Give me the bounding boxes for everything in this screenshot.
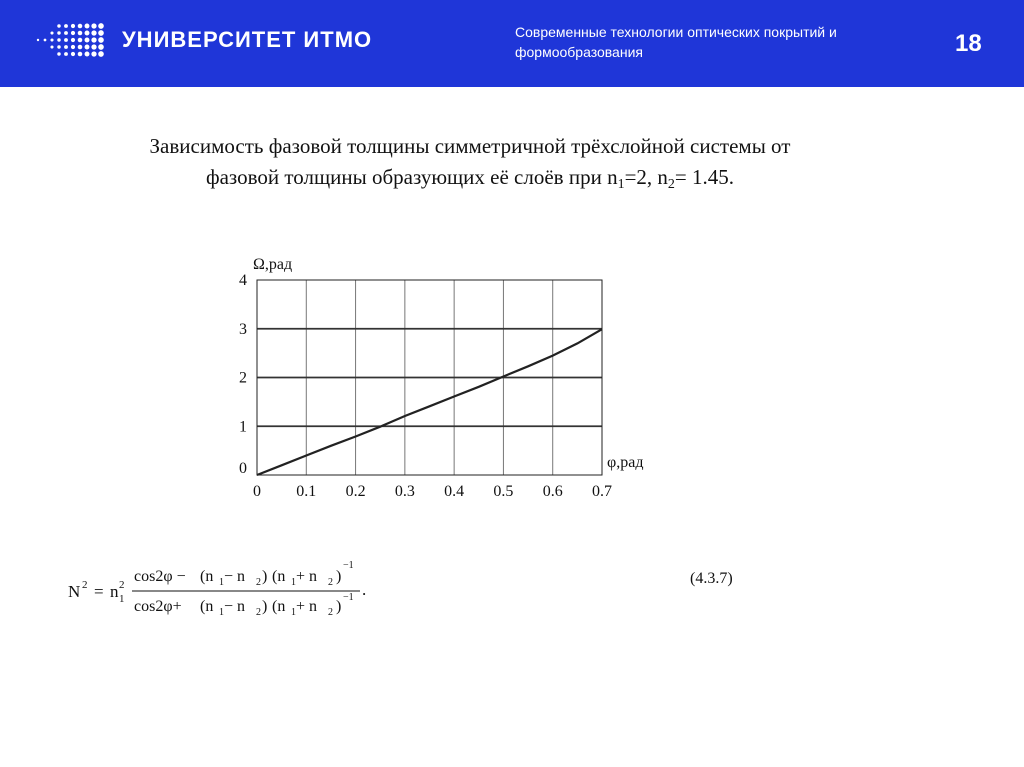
slide-title — [40, 131, 900, 193]
logo-dot — [64, 31, 68, 35]
slide-number: 18 — [955, 30, 982, 57]
x-axis-label: φ,рад — [607, 454, 644, 471]
logo-dot — [91, 30, 96, 35]
logo-dot — [78, 24, 83, 29]
logo-dot — [57, 38, 60, 41]
x-tick-label: 0 — [253, 483, 261, 500]
logo-dot — [64, 38, 68, 42]
logo-dot — [91, 23, 96, 28]
logo-dot — [85, 31, 90, 36]
logo-dot — [71, 24, 75, 28]
logo-dot — [78, 38, 83, 43]
denominator-start: cos2φ+ — [134, 598, 182, 615]
logo-dot — [71, 52, 75, 56]
x-tick-label: 0.4 — [444, 483, 465, 500]
numerator-factor-a: (n — [200, 568, 214, 585]
logo-dot — [85, 52, 90, 57]
y-tick-label: 3 — [239, 320, 247, 338]
logo-dot — [85, 24, 90, 29]
numerator-sub-b1: 1 — [291, 577, 296, 588]
logo-dot — [91, 44, 96, 49]
formula-equals: = — [94, 582, 104, 601]
logo-dot — [50, 45, 53, 48]
logo-dot — [64, 52, 68, 56]
x-tick-label: 0.2 — [345, 483, 366, 500]
denominator-factor-a: (n — [200, 598, 214, 615]
y-tick-label: 4 — [239, 272, 247, 289]
logo-dot — [57, 45, 60, 48]
denominator-sub-a2: 2 — [256, 607, 261, 618]
logo-dot — [44, 39, 47, 42]
logo-dot — [91, 37, 96, 42]
header-bar — [0, 0, 1024, 87]
numerator-factor-a-mid: − n — [224, 568, 246, 585]
denominator-sub-a1: 1 — [219, 607, 224, 618]
logo-dot — [78, 45, 83, 50]
formula-fraction-dot: . — [362, 580, 367, 599]
denominator-factor-b-mid: + n — [296, 598, 318, 615]
numerator-sub-a2: 2 — [256, 577, 261, 588]
phase-thickness-chart — [225, 242, 675, 512]
numerator-close-b: ) — [336, 568, 342, 585]
logo-dot — [64, 24, 68, 28]
denominator-close-b: ) — [336, 598, 342, 615]
logo-dot — [71, 38, 75, 42]
logo-dot — [71, 31, 75, 35]
denominator-sub-b2: 2 — [328, 607, 333, 618]
logo-dot — [57, 52, 60, 55]
title-text-suffix: = 1.45. — [674, 165, 735, 189]
numerator-exponent: −1 — [343, 560, 354, 571]
formula-lhs: N — [68, 582, 81, 601]
slide-title-line-2 — [40, 162, 900, 193]
logo-dot — [98, 23, 104, 29]
logo-dot — [98, 44, 104, 50]
numerator-start: cos2φ − — [134, 568, 186, 585]
formula-4-3-7 — [60, 553, 390, 623]
y-axis-label: Ω,рад — [253, 256, 293, 273]
logo-dot — [91, 51, 96, 56]
title-subscript-1: 1 — [617, 177, 625, 192]
title-subscript-2: 2 — [667, 177, 675, 192]
logo-dot — [64, 45, 68, 49]
y-tick-label: 1 — [239, 418, 247, 436]
logo-dot — [85, 45, 90, 50]
formula-coef: n — [110, 582, 119, 601]
numerator-close-a: ) — [262, 568, 268, 585]
logo-dot — [98, 37, 104, 43]
logo-dot — [78, 52, 83, 57]
denominator-sub-b1: 1 — [291, 607, 296, 618]
y-tick-label: 0 — [239, 460, 247, 477]
series-line — [257, 329, 602, 475]
numerator-factor-b-mid: + n — [296, 568, 318, 585]
logo-dot — [50, 31, 53, 34]
logo-dot — [78, 31, 83, 36]
y-tick-label: 2 — [239, 369, 247, 387]
logo-dot — [50, 38, 53, 41]
logo-dot — [98, 30, 104, 36]
logo-dot — [37, 39, 39, 41]
numerator-sub-b2: 2 — [328, 577, 333, 588]
denominator-factor-a-mid: − n — [224, 598, 246, 615]
university-logo-text: УНИВЕРСИТЕТ ИТМО — [122, 27, 373, 52]
numerator-factor-b: (n — [272, 568, 286, 585]
denominator-factor-b: (n — [272, 598, 286, 615]
logo-dot — [57, 24, 60, 27]
x-tick-label: 0.1 — [296, 483, 317, 500]
equation-number: (4.3.7) — [690, 570, 733, 587]
logo-dot — [98, 51, 104, 57]
logo-dot — [85, 38, 90, 43]
formula-coef-sup: 2 — [119, 579, 125, 591]
x-tick-label: 0.3 — [394, 483, 415, 500]
denominator-exponent: −1 — [343, 592, 354, 603]
title-text-prefix: фазовой толщины образующих её слоёв при n — [205, 165, 618, 189]
formula-lhs-sup: 2 — [82, 579, 88, 591]
denominator-close-a: ) — [262, 598, 268, 615]
formula-coef-sub: 1 — [119, 593, 125, 605]
logo-dot — [57, 31, 60, 34]
title-text-mid: =2, n — [624, 165, 668, 189]
slide-title-line-1: Зависимость фазовой толщины симметричной трёхслойной системы от — [149, 134, 791, 158]
x-tick-label: 0.6 — [542, 483, 563, 500]
logo-dot — [71, 45, 75, 49]
x-tick-label: 0.5 — [493, 483, 514, 500]
course-title: Современные технологии оптических покрытий и формообразования — [515, 24, 837, 60]
itmo-logo-icon — [34, 22, 106, 58]
numerator-sub-a1: 1 — [219, 577, 224, 588]
x-tick-label: 0.7 — [592, 483, 612, 500]
